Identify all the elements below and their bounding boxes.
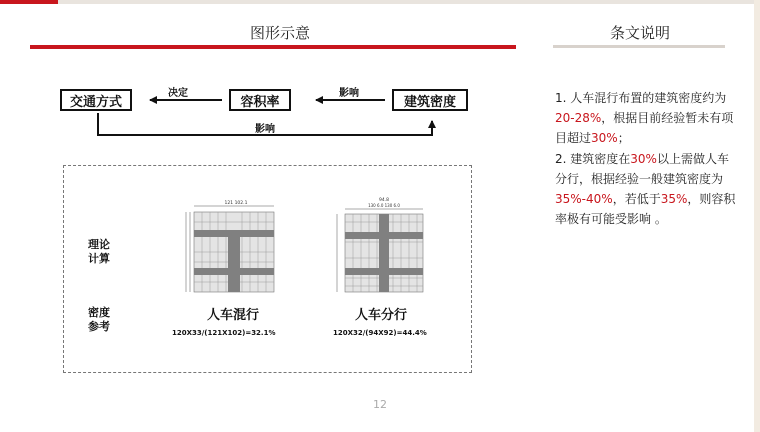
flow-box-building-density: 建筑密度: [392, 89, 468, 111]
p2-text-1: 2. 建筑密度在: [555, 152, 631, 166]
p2-value-range: 35%-40%: [555, 192, 613, 206]
plan-separated-dim-sub: 130 6.0 130 6.0: [368, 203, 400, 208]
plan-mixed-dim-top: 121 102.1: [224, 201, 248, 206]
plan-mixed-traffic: [176, 198, 280, 298]
p1-text-1: 1. 人车混行布置的建筑密度约为: [555, 91, 727, 105]
p2-value-min: 35%: [660, 192, 688, 206]
p2-value-threshold: 30%: [630, 152, 657, 166]
page-number: 12: [373, 398, 387, 411]
caption-mixed-traffic: 人车混行: [206, 308, 259, 323]
plan-separated-traffic: [327, 196, 427, 296]
label-influence-top: 影响: [339, 88, 359, 99]
p2-text-4: ，则容积率极有可能受影响 。: [555, 192, 736, 226]
row-label-density: 密度 参考: [88, 306, 110, 333]
plan-separated-dim-top: 94.8: [378, 198, 390, 203]
p1-value-max: 30%: [591, 131, 618, 145]
p1-text-3: ；: [617, 131, 630, 145]
caption-separated-traffic: 人车分行: [354, 308, 407, 323]
explanation-paragraph-1: [555, 88, 740, 148]
row-label-theory: 理论 计算: [88, 238, 110, 265]
p2-text-3: ，若低于: [612, 192, 661, 206]
p1-value-range: 20-28%: [555, 111, 602, 125]
p1-text-2: ，根据目前经验暂未有项目超过: [555, 111, 734, 145]
formula-separated-traffic: 120X32/(94X92)=44.4%: [333, 329, 427, 337]
label-influence-bottom: 影响: [255, 124, 275, 135]
explanation-paragraph-2: [555, 149, 740, 229]
explanation-heading: 条文说明: [609, 24, 670, 42]
p2-text-2: 以上需做人车分行，根据经验一般建筑密度为: [555, 152, 729, 186]
explanation-text: [555, 88, 740, 230]
label-decide: 决定: [168, 88, 188, 99]
flow-box-traffic-mode: 交通方式: [60, 89, 132, 111]
formula-mixed-traffic: 120X33/(121X102)=32.1%: [172, 329, 276, 337]
flow-box-plot-ratio: 容积率: [229, 89, 291, 111]
diagram-heading: 图形示意: [249, 24, 310, 42]
